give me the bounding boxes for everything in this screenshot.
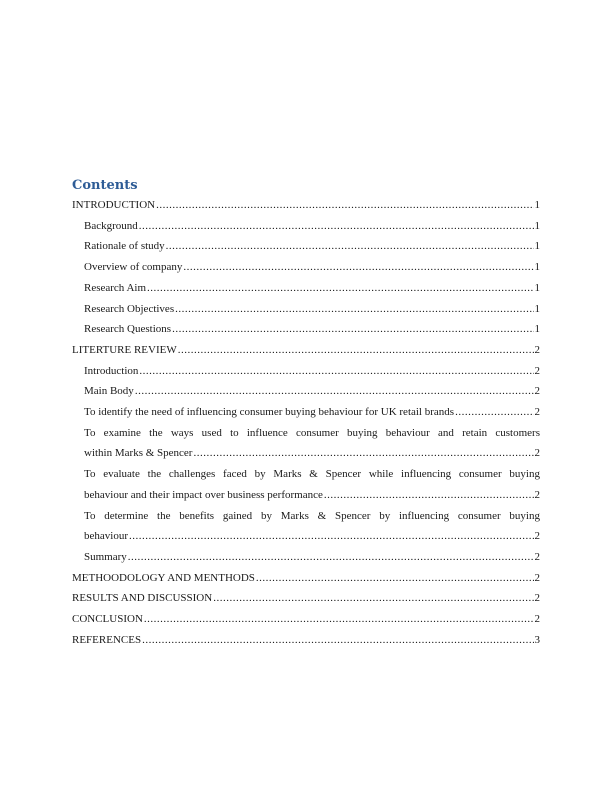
- toc-leader: [172, 319, 533, 340]
- toc-heading: Contents: [72, 178, 138, 193]
- toc-entry-page: 3: [534, 633, 540, 646]
- toc-entry-page: 1: [534, 302, 540, 315]
- toc-entry-title: Summary: [84, 550, 127, 563]
- toc-entry-page: 2: [534, 613, 540, 626]
- toc-entry-page: 2: [534, 592, 540, 605]
- toc-leader: [256, 568, 534, 589]
- toc-entry-rationale[interactable]: [72, 236, 540, 257]
- toc-entry-page: 2: [534, 406, 540, 419]
- toc-entry-title-line2: within Marks & Spencer: [84, 447, 193, 460]
- toc-entry-title-line1: To examine the ways used to influence consumer buying behaviour and retain customers: [84, 426, 540, 439]
- toc-entry-title: Rationale of study: [84, 240, 165, 253]
- toc-entry-results[interactable]: [72, 588, 540, 609]
- toc-entry-page: 2: [534, 530, 540, 543]
- toc-entry-page: 1: [534, 219, 540, 232]
- toc-leader: [183, 257, 533, 278]
- toc-entry-main-body[interactable]: [72, 381, 540, 402]
- toc-entry-page: 2: [534, 385, 540, 398]
- toc-entry-lit-introduction[interactable]: [72, 361, 540, 382]
- toc-entry-overview[interactable]: [72, 257, 540, 278]
- toc-leader: [166, 236, 534, 257]
- toc-entry-title: Research Objectives: [84, 302, 175, 315]
- toc-leader: [156, 195, 533, 216]
- toc-entry-introduction[interactable]: [72, 195, 540, 216]
- toc-entry-page: 1: [534, 261, 540, 274]
- toc-leader: [142, 630, 533, 651]
- table-of-contents: [72, 195, 540, 650]
- toc-leader: [129, 526, 534, 547]
- toc-entry-title-line1: To evaluate the challenges faced by Marks & Spencer while influencing consumer buying: [84, 468, 540, 481]
- toc-leader: [128, 547, 534, 568]
- toc-leader: [147, 278, 533, 299]
- toc-leader: [213, 588, 533, 609]
- toc-entry-title: CONCLUSION: [72, 613, 143, 626]
- toc-entry-research-aim[interactable]: [72, 278, 540, 299]
- toc-entry-title: INTRODUCTION: [72, 199, 156, 211]
- toc-entry-title-line2: behaviour and their impact over business performance: [84, 488, 323, 501]
- toc-entry-title: Background: [84, 219, 138, 232]
- toc-leader: [455, 402, 533, 423]
- toc-entry-title: REFERENCES: [72, 633, 142, 646]
- toc-entry-title: Overview of company: [84, 261, 183, 274]
- toc-entry-title: Introduction: [84, 364, 139, 377]
- toc-entry-title-line1: To determine the benefits gained by Marks & Spencer by influencing consumer buying: [84, 509, 540, 522]
- toc-entry-objective-1[interactable]: [72, 402, 540, 423]
- toc-entry-methodology[interactable]: [72, 568, 540, 589]
- toc-entry-summary[interactable]: [72, 547, 540, 568]
- toc-entry-title: LITERTURE REVIEW: [72, 343, 177, 356]
- toc-entry-title: RESULTS AND DISCUSSION: [72, 592, 213, 605]
- toc-entry-title: Research Questions: [84, 323, 172, 336]
- toc-entry-page: 1: [534, 323, 540, 336]
- toc-entry-page: 2: [534, 488, 540, 501]
- toc-entry-title: To identify the need of influencing consumer buying behaviour for UK retail brands: [84, 406, 455, 419]
- toc-entry-research-objectives[interactable]: [72, 299, 540, 320]
- toc-leader: [324, 485, 534, 506]
- toc-leader: [175, 299, 533, 320]
- toc-entry-page: 2: [534, 343, 540, 356]
- toc-leader: [178, 340, 534, 361]
- toc-entry-title: Research Aim: [84, 281, 147, 294]
- toc-entry-page: 2: [534, 447, 540, 460]
- toc-leader: [139, 361, 533, 382]
- toc-entry-research-questions[interactable]: [72, 319, 540, 340]
- toc-leader: [144, 609, 534, 630]
- toc-entry-title: Main Body: [84, 385, 134, 398]
- toc-entry-page: 2: [534, 364, 540, 377]
- toc-entry-page: 1: [534, 281, 540, 294]
- toc-entry-literature-review[interactable]: [72, 340, 540, 361]
- toc-leader: [193, 443, 533, 464]
- toc-entry-page: 2: [534, 571, 540, 584]
- toc-entry-background[interactable]: [72, 216, 540, 237]
- toc-entry-page: 2: [534, 550, 540, 563]
- toc-entry-title-line2: behaviour: [84, 530, 128, 543]
- toc-leader: [135, 381, 534, 402]
- toc-entry-references[interactable]: [72, 630, 540, 651]
- toc-entry-conclusion[interactable]: [72, 609, 540, 630]
- toc-entry-objective-3[interactable]: [72, 464, 540, 505]
- toc-entry-page: 1: [534, 199, 540, 211]
- toc-entry-title: METHOODOLOGY AND MENTHODS: [72, 571, 255, 584]
- toc-entry-objective-4[interactable]: [72, 506, 540, 547]
- toc-entry-objective-2[interactable]: [72, 423, 540, 464]
- toc-leader: [139, 216, 534, 237]
- toc-entry-page: 1: [534, 240, 540, 253]
